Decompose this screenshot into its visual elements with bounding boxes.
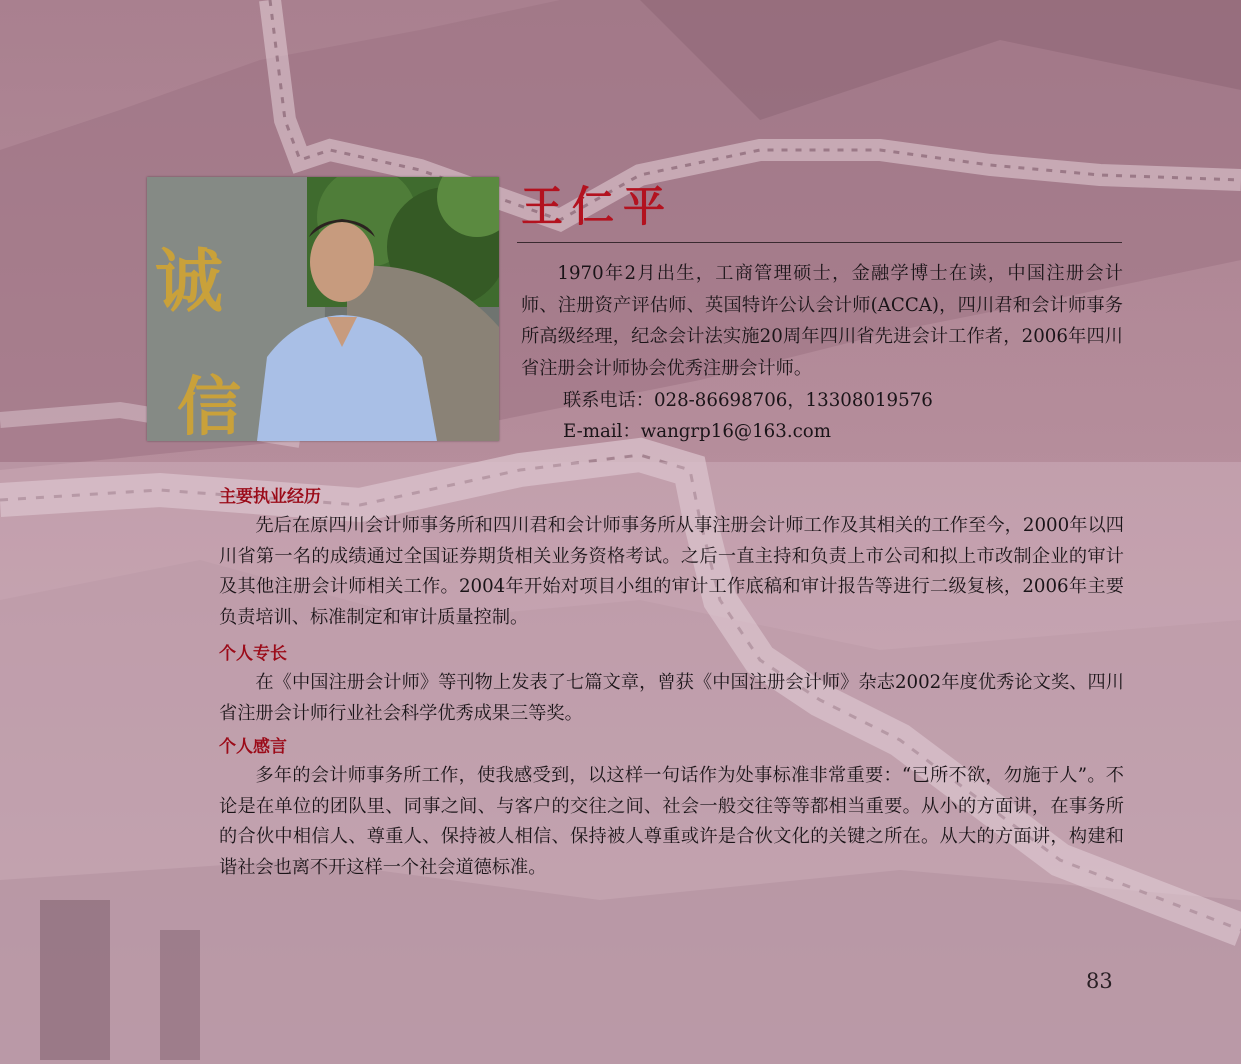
section-title: 个人专长 xyxy=(219,644,287,664)
section-body: 多年的会计师事务所工作，使我感受到，以这样一句话作为处事标准非常重要：“已所不欲，勿施于人”。不论是在单位的团队里、同事之间、与客户的交往之间、社会一般交往等等都相当重要。从小的方面讲，在事务所的合伙中相信人、尊重人、保持被人相信、保持被人尊重或许是合伙文化的关键之所在。从大的方面讲，构建和谐社会也离不开这样一个社会道德标准。 xyxy=(219,765,1124,878)
section-body: 先后在原四川会计师事务所和四川君和会计师事务所从事注册会计师工作及其相关的工作至今，2000年以四川省第一名的成绩通过全国证券期货相关业务资格考试。之后一直主持和负责上市公司和拟上市改制企业的审计及其他注册会计师相关工作。2004年开始对项目小组的审计工作底稿和审计报告等进行二级复核，2006年主要负责培训、标准制定和审计质量控制。 xyxy=(219,515,1124,628)
name-divider xyxy=(517,242,1122,243)
section-body: 在《中国注册会计师》等刊物上发表了七篇文章，曾获《中国注册会计师》杂志2002年度优秀论文奖、四川省注册会计师行业社会科学优秀成果三等奖。 xyxy=(219,672,1124,724)
page-number: 83 xyxy=(1086,969,1113,993)
person-name: 王仁平 xyxy=(521,182,675,231)
bio-paragraph: 1970年2月出生，工商管理硕士，金融学博士在读，中国注册会计师、注册资产评估师、英国特许公认会计师(ACCA)，四川君和会计师事务所高级经理，纪念会计法实施20周年四川省先进会计工作者，2006年四川省注册会计师协会优秀注册会计师。 xyxy=(521,263,1123,379)
section-title: 主要执业经历 xyxy=(219,487,321,507)
section-career xyxy=(219,484,1124,633)
section-title: 个人感言 xyxy=(219,737,287,757)
contact-email: E-mail：wangrp16@163.com xyxy=(563,421,831,442)
portrait-photo xyxy=(147,177,499,441)
engraved-character-cheng: 诚 xyxy=(155,242,224,322)
section-reflection xyxy=(219,734,1124,883)
contact-phone: 联系电话：028-86698706，13308019576 xyxy=(563,390,933,411)
section-expertise xyxy=(219,641,1124,729)
engraved-character-xin: 信 xyxy=(177,370,241,441)
